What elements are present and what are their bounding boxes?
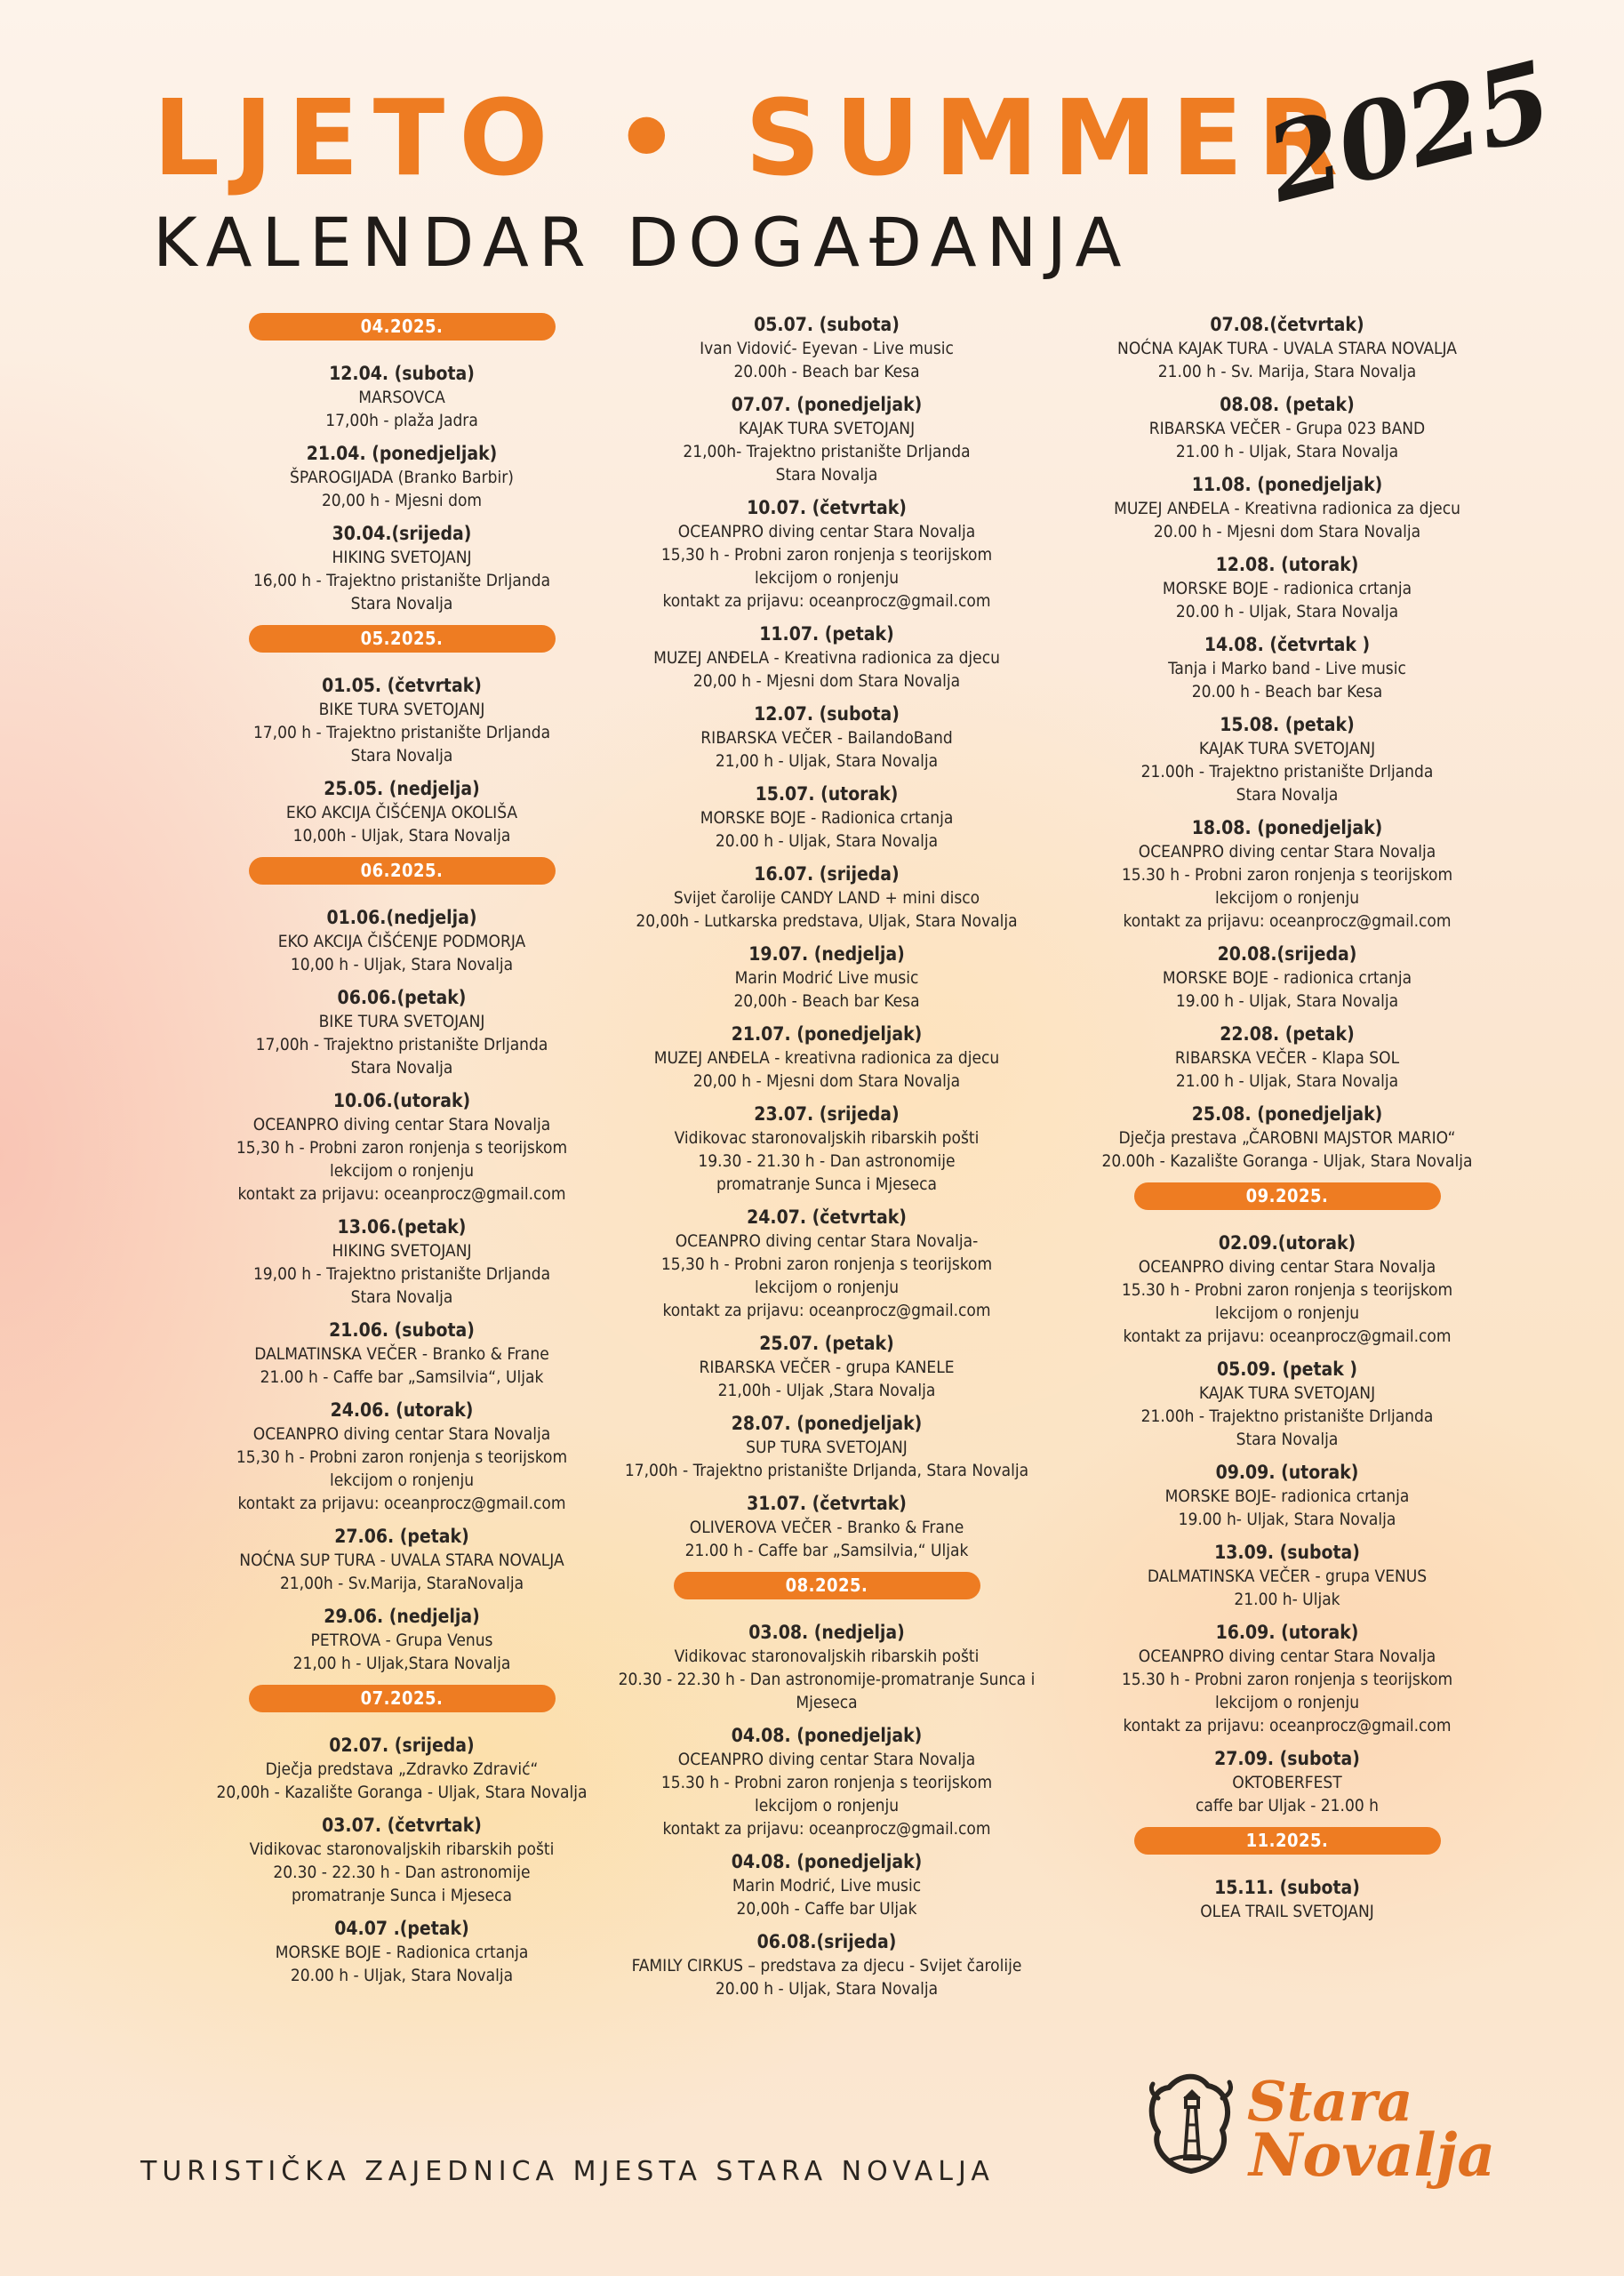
event-detail-line: OCEANPRO diving centar Stara Novalja: [1138, 1647, 1436, 1666]
event-date: 07.07. (ponedjeljak): [731, 394, 923, 415]
month-header: 06.2025.: [249, 857, 556, 885]
event-detail-line: 20.00 h - Uljak, Stara Novalja: [1175, 602, 1399, 621]
event-detail-line: RIBARSKA VEČER - grupa KANELE: [699, 1358, 955, 1377]
event-date: 16.09. (utorak): [1215, 1622, 1359, 1643]
event-item: [1029, 1621, 1545, 1737]
event-detail-line: Dječja predstava „Zdravko Zdravić“: [265, 1759, 539, 1779]
event-detail-line: 19,00 h - Trajektno pristanište Drljanda: [252, 1264, 551, 1284]
event-date: 02.09.(utorak): [1218, 1232, 1356, 1254]
event-date: 15.07. (utorak): [755, 783, 899, 805]
event-detail-line: 15.30 h - Probni zaron ronjenja s teorijskom: [1121, 1670, 1453, 1689]
event-item: [1029, 1747, 1545, 1817]
event-item: [1029, 393, 1545, 463]
event-detail-line: OCEANPRO diving centar Stara Novalja: [1138, 842, 1436, 862]
event-detail-line: 21.00 h - Uljak, Stara Novalja: [1175, 442, 1399, 461]
event-item: [569, 313, 1084, 383]
event-item: [569, 393, 1084, 486]
event-detail-line: 21.00 h - Caffe bar „Samsilvia“, Uljak: [260, 1367, 544, 1387]
event-detail-line: BIKE TURA SVETOJANJ: [318, 700, 485, 719]
event-detail-line: 20,00h - Lutkarska predstava, Uljak, Stara Novalja: [636, 911, 1018, 931]
event-detail-line: KAJAK TURA SVETOJANJ: [738, 419, 916, 438]
year-label: 2025: [1255, 36, 1562, 227]
event-date: 04.07 .(petak): [334, 1918, 469, 1939]
event-detail-line: DALMATINSKA VEČER - grupa VENUS: [1147, 1567, 1428, 1586]
event-date: 08.08. (petak): [1220, 394, 1355, 415]
event-date: 05.07. (subota): [754, 314, 900, 335]
event-detail-line: OCEANPRO diving centar Stara Novalja: [252, 1424, 551, 1444]
event-detail-line: lekcijom o ronjenju: [754, 1278, 900, 1297]
event-date: 01.05. (četvrtak): [322, 675, 482, 696]
event-detail-line: EKO AKCIJA ČIŠĆENJE PODMORJA: [277, 932, 526, 951]
event-item: [569, 622, 1084, 693]
event-detail-line: OCEANPRO diving centar Stara Novalja-: [675, 1231, 979, 1251]
event-date: 09.09. (utorak): [1215, 1462, 1359, 1483]
event-detail-line: Dječja prestava „ČAROBNI MAJSTOR MARIO“: [1118, 1128, 1456, 1148]
event-date: 05.09. (petak ): [1216, 1358, 1358, 1380]
event-date: 03.08. (nedjelja): [748, 1622, 905, 1643]
event-item: [1029, 313, 1545, 383]
event-detail-line: 20.00 h - Uljak, Stara Novalja: [290, 1966, 514, 1985]
event-item: [1029, 1102, 1545, 1173]
event-date: 04.08. (ponedjeljak): [731, 1851, 923, 1872]
event-detail-line: Mjeseca: [796, 1693, 858, 1712]
event-detail-line: OLEA TRAIL SVETOJANJ: [1200, 1902, 1374, 1921]
event-item: [1029, 1541, 1545, 1611]
event-item: [1029, 1358, 1545, 1451]
event-date: 21.07. (ponedjeljak): [731, 1023, 923, 1045]
event-detail-line: OKTOBERFEST: [1232, 1773, 1342, 1792]
event-date: 01.06.(nedjelja): [326, 907, 477, 928]
event-detail-line: kontakt za prijavu: oceanprocz@gmail.com: [1123, 1716, 1452, 1735]
event-detail-line: lekcijom o ronjenju: [329, 1161, 475, 1181]
event-detail-line: 21,00h- Trajektno pristanište Drljanda: [683, 442, 971, 461]
month-header: 05.2025.: [249, 625, 556, 653]
event-item: [569, 1102, 1084, 1196]
event-date: 24.06. (utorak): [330, 1399, 474, 1421]
event-detail-line: FAMILY CIRKUS – predstava za djecu - Svijet čarolije: [631, 1956, 1022, 1975]
event-detail-line: 17,00h - Trajektno pristanište Drljanda, Stara Novalja: [624, 1461, 1029, 1480]
event-detail-line: 20.00h - Kazalište Goranga - Uljak, Stara Novalja: [1101, 1151, 1473, 1171]
event-detail-line: MORSKE BOJE - radionica crtanja: [1162, 968, 1412, 988]
event-detail-line: Stara Novalja: [350, 1287, 453, 1307]
event-detail-line: 17,00h - plaža Jadra: [325, 411, 478, 430]
event-item: [569, 1206, 1084, 1322]
calendar-column-3: [1029, 313, 1545, 1933]
event-item: [1029, 816, 1545, 933]
event-date: 16.07. (srijeda): [754, 863, 900, 885]
event-detail-line: Vidikovac staronovaljskih ribarskih pošti: [249, 1839, 555, 1859]
event-detail-line: 10,00h - Uljak, Stara Novalja: [292, 826, 511, 845]
event-date: 19.07. (nedjelja): [748, 943, 905, 965]
event-detail-line: Svijet čarolije CANDY LAND + mini disco: [673, 888, 980, 908]
event-item: [569, 1724, 1084, 1840]
event-date: 29.06. (nedjelja): [324, 1606, 480, 1627]
event-date: 22.08. (petak): [1220, 1023, 1355, 1045]
event-detail-line: 21,00 h - Uljak, Stara Novalja: [715, 751, 939, 771]
event-detail-line: MARSOVCA: [358, 388, 445, 407]
event-date: 12.08. (utorak): [1215, 554, 1359, 575]
event-detail-line: kontakt za prijavu: oceanprocz@gmail.com: [662, 591, 991, 611]
event-date: 04.08. (ponedjeljak): [731, 1725, 923, 1746]
event-detail-line: 20.00h - Beach bar Kesa: [733, 362, 920, 381]
event-detail-line: RIBARSKA VEČER - Klapa SOL: [1174, 1048, 1400, 1068]
event-detail-line: promatranje Sunca i Mjeseca: [716, 1174, 938, 1194]
month-header: 07.2025.: [249, 1685, 556, 1712]
lighthouse-emblem-icon: [1142, 2063, 1240, 2178]
event-detail-line: lekcijom o ronjenju: [329, 1471, 475, 1490]
month-header: 11.2025.: [1134, 1827, 1441, 1855]
event-detail-line: 21,00 h - Uljak,Stara Novalja: [292, 1654, 511, 1673]
event-detail-line: Tanja i Marko band - Live music: [1168, 659, 1406, 678]
event-date: 15.11. (subota): [1214, 1877, 1360, 1898]
event-date: 14.08. (četvrtak ): [1204, 634, 1371, 655]
event-detail-line: MORSKE BOJE- radionica crtanja: [1164, 1487, 1410, 1506]
event-detail-line: lekcijom o ronjenju: [1214, 1303, 1360, 1323]
event-item: [569, 1332, 1084, 1402]
event-detail-line: Stara Novalja: [350, 746, 453, 765]
event-detail-line: SUP TURA SVETOJANJ: [746, 1438, 908, 1457]
event-date: 27.06. (petak): [334, 1526, 469, 1547]
event-detail-line: 15.30 h - Probni zaron ronjenja s teorijskom: [1121, 865, 1453, 885]
event-detail-line: promatranje Sunca i Mjeseca: [291, 1886, 513, 1905]
event-detail-line: HIKING SVETOJANJ: [332, 548, 472, 567]
event-date: 13.09. (subota): [1214, 1542, 1360, 1563]
event-detail-line: 20,00 h - Mjesni dom Stara Novalja: [692, 671, 961, 691]
event-detail-line: kontakt za prijavu: oceanprocz@gmail.com: [1123, 1326, 1452, 1346]
event-detail-line: MORSKE BOJE - radionica crtanja: [1162, 579, 1412, 598]
month-header: 09.2025.: [1134, 1182, 1441, 1210]
event-detail-line: EKO AKCIJA ČIŠĆENJA OKOLIŠA: [285, 803, 518, 822]
event-date: 12.07. (subota): [754, 703, 900, 725]
event-detail-line: kontakt za prijavu: oceanprocz@gmail.com: [237, 1184, 566, 1204]
event-detail-line: 21.00 h- Uljak: [1234, 1590, 1340, 1609]
event-detail-line: 21.00 h - Uljak, Stara Novalja: [1175, 1071, 1399, 1091]
event-detail-line: 20,00 h - Mjesni dom: [321, 491, 483, 510]
event-detail-line: HIKING SVETOJANJ: [332, 1241, 472, 1261]
event-detail-line: NOĆNA SUP TURA - UVALA STARA NOVALJA: [239, 1551, 564, 1570]
event-detail-line: OCEANPRO diving centar Stara Novalja: [1138, 1257, 1436, 1277]
event-date: 24.07. (četvrtak): [747, 1206, 907, 1228]
event-date: 07.08.(četvrtak): [1210, 314, 1364, 335]
event-detail-line: Vidikovac staronovaljskih ribarskih pošti: [674, 1128, 980, 1148]
event-detail-line: BIKE TURA SVETOJANJ: [318, 1012, 485, 1031]
event-detail-line: MORSKE BOJE - Radionica crtanja: [700, 808, 954, 828]
event-item: [1029, 633, 1545, 703]
event-detail-line: KAJAK TURA SVETOJANJ: [1198, 1383, 1376, 1403]
event-detail-line: 21,00h - Uljak ,Stara Novalja: [717, 1381, 936, 1400]
event-detail-line: Vidikovac staronovaljskih ribarskih pošti: [674, 1647, 980, 1666]
event-item: [1029, 473, 1545, 543]
event-date: 27.09. (subota): [1214, 1748, 1360, 1769]
event-detail-line: 15.30 h - Probni zaron ronjenja s teorijskom: [660, 1773, 993, 1792]
event-detail-line: Stara Novalja: [350, 1058, 453, 1078]
event-detail-line: OCEANPRO diving centar Stara Novalja: [677, 1750, 976, 1769]
event-item: [1029, 553, 1545, 623]
month-header: 04.2025.: [249, 313, 556, 341]
event-detail-line: 20,00 h - Mjesni dom Stara Novalja: [692, 1071, 961, 1091]
event-detail-line: 17,00 h - Trajektno pristanište Drljanda: [252, 723, 551, 742]
event-detail-line: lekcijom o ronjenju: [754, 1796, 900, 1815]
event-detail-line: 19.00 h- Uljak, Stara Novalja: [1178, 1510, 1396, 1529]
event-detail-line: ŠPAROGIJADA (Branko Barbir): [290, 468, 514, 487]
event-detail-line: Marin Modrić, Live music: [732, 1876, 922, 1895]
event-detail-line: Stara Novalja: [350, 594, 453, 613]
event-item: [569, 1621, 1084, 1714]
poster-header: [0, 0, 1624, 302]
event-detail-line: KAJAK TURA SVETOJANJ: [1198, 739, 1376, 758]
event-item: [569, 1022, 1084, 1093]
event-detail-line: Stara Novalja: [1236, 1430, 1339, 1449]
event-detail-line: 15,30 h - Probni zaron ronjenja s teorijskom: [236, 1447, 568, 1467]
event-detail-line: OCEANPRO diving centar Stara Novalja: [252, 1115, 551, 1134]
event-detail-line: Ivan Vidović- Eyevan - Live music: [700, 339, 954, 358]
event-item: [1029, 1231, 1545, 1348]
logo-text-stara: Stara: [1247, 2069, 1413, 2134]
event-detail-line: 15,30 h - Probni zaron ronjenja s teorijskom: [660, 1254, 993, 1274]
event-item: [569, 702, 1084, 773]
event-detail-line: MORSKE BOJE - Radionica crtanja: [275, 1943, 529, 1962]
event-item: [569, 862, 1084, 933]
event-detail-line: 21.00 h - Sv. Marija, Stara Novalja: [1157, 362, 1417, 381]
event-detail-line: Marin Modrić Live music: [734, 968, 919, 988]
event-item: [1029, 1461, 1545, 1531]
event-detail-line: RIBARSKA VEČER - BailandoBand: [700, 728, 953, 748]
event-date: 10.06.(utorak): [332, 1090, 471, 1111]
logo-text-novalja: Novalja: [1249, 2120, 1496, 2190]
event-detail-line: OLIVEROVA VEČER - Branko & Frane: [689, 1518, 964, 1537]
event-date: 06.06.(petak): [337, 987, 467, 1008]
event-detail-line: 20.00 h - Uljak, Stara Novalja: [715, 1979, 939, 1999]
event-detail-line: 19.00 h - Uljak, Stara Novalja: [1175, 991, 1399, 1011]
event-detail-line: 20,00h - Kazalište Goranga - Uljak, Stara Novalja: [216, 1783, 588, 1802]
event-detail-line: kontakt za prijavu: oceanprocz@gmail.com: [1123, 911, 1452, 931]
event-date: 03.07. (četvrtak): [322, 1815, 482, 1836]
event-detail-line: 21,00h - Sv.Marija, StaraNovalja: [279, 1574, 524, 1593]
event-detail-line: 21.00h - Trajektno pristanište Drljanda: [1140, 1406, 1434, 1426]
event-date: 18.08. (ponedjeljak): [1191, 817, 1383, 838]
event-detail-line: 17,00h - Trajektno pristanište Drljanda: [255, 1035, 548, 1054]
event-date: 30.04.(srijeda): [332, 523, 472, 544]
event-date: 06.08.(srijeda): [756, 1931, 897, 1952]
event-detail-line: 19.30 - 21.30 h - Dan astronomije: [698, 1151, 956, 1171]
event-detail-line: 15,30 h - Probni zaron ronjenja s teorijskom: [660, 545, 993, 565]
event-detail-line: 21.00h - Trajektno pristanište Drljanda: [1140, 762, 1434, 781]
title-sub: KALENDAR DOGAĐANJA: [153, 203, 1132, 282]
event-detail-line: kontakt za prijavu: oceanprocz@gmail.com: [662, 1819, 991, 1839]
stara-novalja-logo: [1142, 2049, 1516, 2190]
event-detail-line: RIBARSKA VEČER - Grupa 023 BAND: [1148, 419, 1426, 438]
title-main: LJETO • SUMMER: [153, 76, 1353, 199]
event-detail-line: 20.30 - 22.30 h - Dan astronomije: [273, 1863, 531, 1882]
event-date: 15.08. (petak): [1220, 714, 1355, 735]
event-detail-line: kontakt za prijavu: oceanprocz@gmail.com: [237, 1494, 566, 1513]
event-date: 23.07. (srijeda): [754, 1103, 900, 1125]
event-date: 13.06.(petak): [337, 1216, 467, 1238]
event-detail-line: caffe bar Uljak - 21.00 h: [1196, 1796, 1379, 1815]
event-date: 12.04. (subota): [329, 363, 475, 384]
event-detail-line: 20.00 h - Mjesni dom Stara Novalja: [1153, 522, 1421, 541]
event-item: [569, 1850, 1084, 1920]
event-date: 31.07. (četvrtak): [747, 1493, 907, 1514]
event-date: 02.07. (srijeda): [329, 1735, 475, 1756]
footer-organization: TURISTIČKA ZAJEDNICA MJESTA STARA NOVALJA: [140, 2156, 995, 2187]
event-item: [569, 1412, 1084, 1482]
event-item: [1029, 713, 1545, 806]
event-date: 21.06. (subota): [329, 1319, 475, 1341]
month-header: 08.2025.: [674, 1572, 980, 1599]
event-detail-line: lekcijom o ronjenju: [754, 568, 900, 588]
event-detail-line: DALMATINSKA VEČER - Branko & Frane: [254, 1344, 549, 1364]
event-date: 25.08. (ponedjeljak): [1191, 1103, 1383, 1125]
event-date: 11.07. (petak): [759, 623, 894, 645]
event-detail-line: 20.00 h - Uljak, Stara Novalja: [715, 831, 939, 851]
event-item: [569, 782, 1084, 853]
event-item: [1029, 1876, 1545, 1923]
event-date: 10.07. (četvrtak): [747, 497, 907, 518]
event-detail-line: 10,00 h - Uljak, Stara Novalja: [290, 955, 514, 974]
event-detail-line: 20,00h - Caffe bar Uljak: [736, 1899, 917, 1919]
event-item: [1029, 942, 1545, 1013]
event-detail-line: MUZEJ ANĐELA - Kreativna radionica za djecu: [653, 648, 1000, 668]
event-detail-line: NOĆNA KAJAK TURA - UVALA STARA NOVALJA: [1117, 339, 1457, 358]
event-detail-line: lekcijom o ronjenju: [1214, 888, 1360, 908]
event-date: 20.08.(srijeda): [1217, 943, 1357, 965]
event-detail-line: 16,00 h - Trajektno pristanište Drljanda: [252, 571, 551, 590]
event-detail-line: PETROVA - Grupa Venus: [310, 1631, 493, 1650]
event-detail-line: kontakt za prijavu: oceanprocz@gmail.com: [662, 1301, 991, 1320]
event-detail-line: 15.30 h - Probni zaron ronjenja s teorijskom: [1121, 1280, 1453, 1300]
event-detail-line: MUZEJ ANĐELA - Kreativna radionica za djecu: [1114, 499, 1460, 518]
event-item: [1029, 1022, 1545, 1093]
event-detail-line: 20,00h - Beach bar Kesa: [733, 991, 920, 1011]
event-detail-line: OCEANPRO diving centar Stara Novalja: [677, 522, 976, 541]
event-date: 11.08. (ponedjeljak): [1191, 474, 1383, 495]
event-detail-line: lekcijom o ronjenju: [1214, 1693, 1360, 1712]
event-date: 25.05. (nedjelja): [324, 778, 480, 799]
event-detail-line: 20.30 - 22.30 h - Dan astronomije-promatranje Sunca i: [618, 1670, 1036, 1689]
event-detail-line: 15,30 h - Probni zaron ronjenja s teorijskom: [236, 1138, 568, 1158]
calendar-column-2: [569, 313, 1084, 2010]
event-detail-line: MUZEJ ANĐELA - kreativna radionica za djecu: [653, 1048, 1000, 1068]
event-detail-line: Stara Novalja: [775, 465, 878, 485]
event-detail-line: 21.00 h - Caffe bar „Samsilvia,“ Uljak: [684, 1541, 969, 1560]
event-item: [569, 942, 1084, 1013]
event-detail-line: 20.00 h - Beach bar Kesa: [1191, 682, 1383, 701]
event-item: [569, 1930, 1084, 2000]
event-date: 28.07. (ponedjeljak): [731, 1413, 923, 1434]
event-detail-line: Stara Novalja: [1236, 785, 1339, 805]
event-item: [569, 1492, 1084, 1562]
event-item: [569, 496, 1084, 613]
event-date: 21.04. (ponedjeljak): [306, 443, 498, 464]
event-date: 25.07. (petak): [759, 1333, 894, 1354]
